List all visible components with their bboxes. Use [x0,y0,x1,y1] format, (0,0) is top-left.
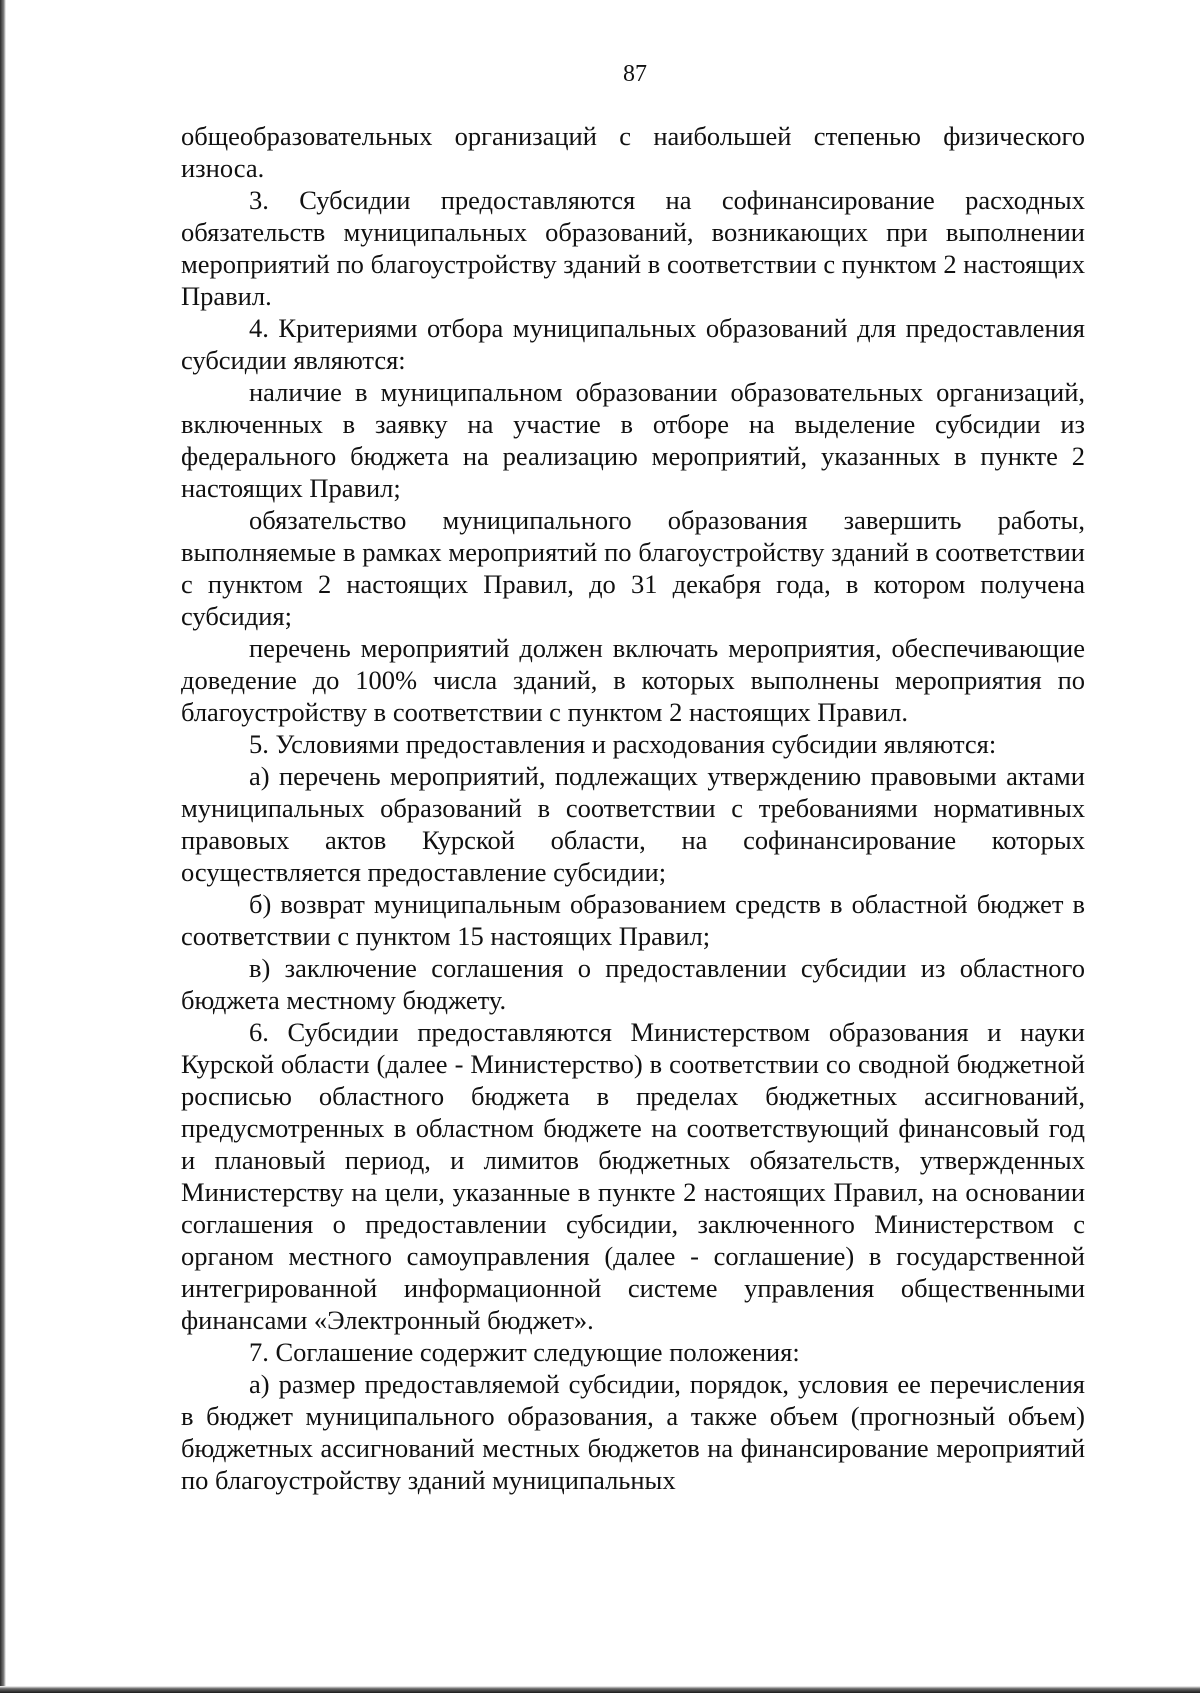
paragraph-criterion-3: перечень мероприятий должен включать мероприятия, обеспечивающие доведение до 100% числа зданий, в которых выполнены мероприятия по благоустройству в соответствии с пунктом 2 настоящих Правил. [181,633,1085,727]
paragraph-condition-v: в) заключение соглашения о предоставлении субсидии из областного бюджета местному бюджету. [181,953,1085,1015]
paragraph-provision-a: а) размер предоставляемой субсидии, порядок, условия ее перечисления в бюджет муниципального образования, а также объем (прогнозный объем) бюджетных ассигнований местных бюджетов на финансирование мероприятий по благоустройству зданий муниципальных [181,1369,1085,1495]
paragraph-item-5: 5. Условиями предоставления и расходования субсидии являются: [249,729,997,759]
paragraph-condition-b: б) возврат муниципальным образованием средств в областной бюджет в соответствии с пунктом 15 настоящих Правил; [181,889,1085,951]
scan-edge-left [0,0,6,1693]
paragraph-item-3: 3. Субсидии предоставляются на софинансирование расходных обязательств муниципальных образований, возникающих при выполнении мероприятий по благоустройству зданий в соответствии с пунктом 2 настоящих Правил. [181,185,1085,311]
scan-edge-bottom [0,1686,1200,1693]
page-number: 87 [623,61,647,87]
paragraph-item-6: 6. Субсидии предоставляются Министерством образования и науки Курской области (далее - Министерство) в соответствии со сводной бюджетной росписью областного бюджета в пределах бюджетных ассигнований, предусмотренных в областном бюджете на соответствующий финансовый год и плановый период, и лимитов бюджетных обязательств, утвержденных Министерству на цели, указанные в пункте 2 настоящих Правил, на основании соглашения о предоставлении субсидии, заключенного Министерством с органом местного самоуправления (далее - соглашение) в государственной интегрированной информационной системе управления общественными финансами «Электронный бюджет». [181,1017,1085,1335]
paragraph-continuation: общеобразовательных организаций с наибольшей степенью физического износа. [181,121,1085,183]
paragraph-condition-a: а) перечень мероприятий, подлежащих утверждению правовыми актами муниципальных образований в соответствии с требованиями нормативных правовых актов Курской области, на софинансирование которых осуществляется предоставление субсидии; [181,761,1085,887]
paragraph-criterion-2: обязательство муниципального образования завершить работы, выполняемые в рамках мероприятий по благоустройству зданий в соответствии с пунктом 2 настоящих Правил, до 31 декабря года, в котором получена субсидия; [181,505,1085,631]
paragraph-item-4: 4. Критериями отбора муниципальных образований для предоставления субсидии являются: [181,313,1085,375]
paragraph-criterion-1: наличие в муниципальном образовании образовательных организаций, включенных в заявку на участие в отборе на выделение субсидии из федерального бюджета на реализацию мероприятий, указанных в пункте 2 настоящих Правил; [181,377,1085,503]
document-page [181,58,1085,1496]
paragraph-item-7: 7. Соглашение содержит следующие положения: [249,1337,800,1367]
